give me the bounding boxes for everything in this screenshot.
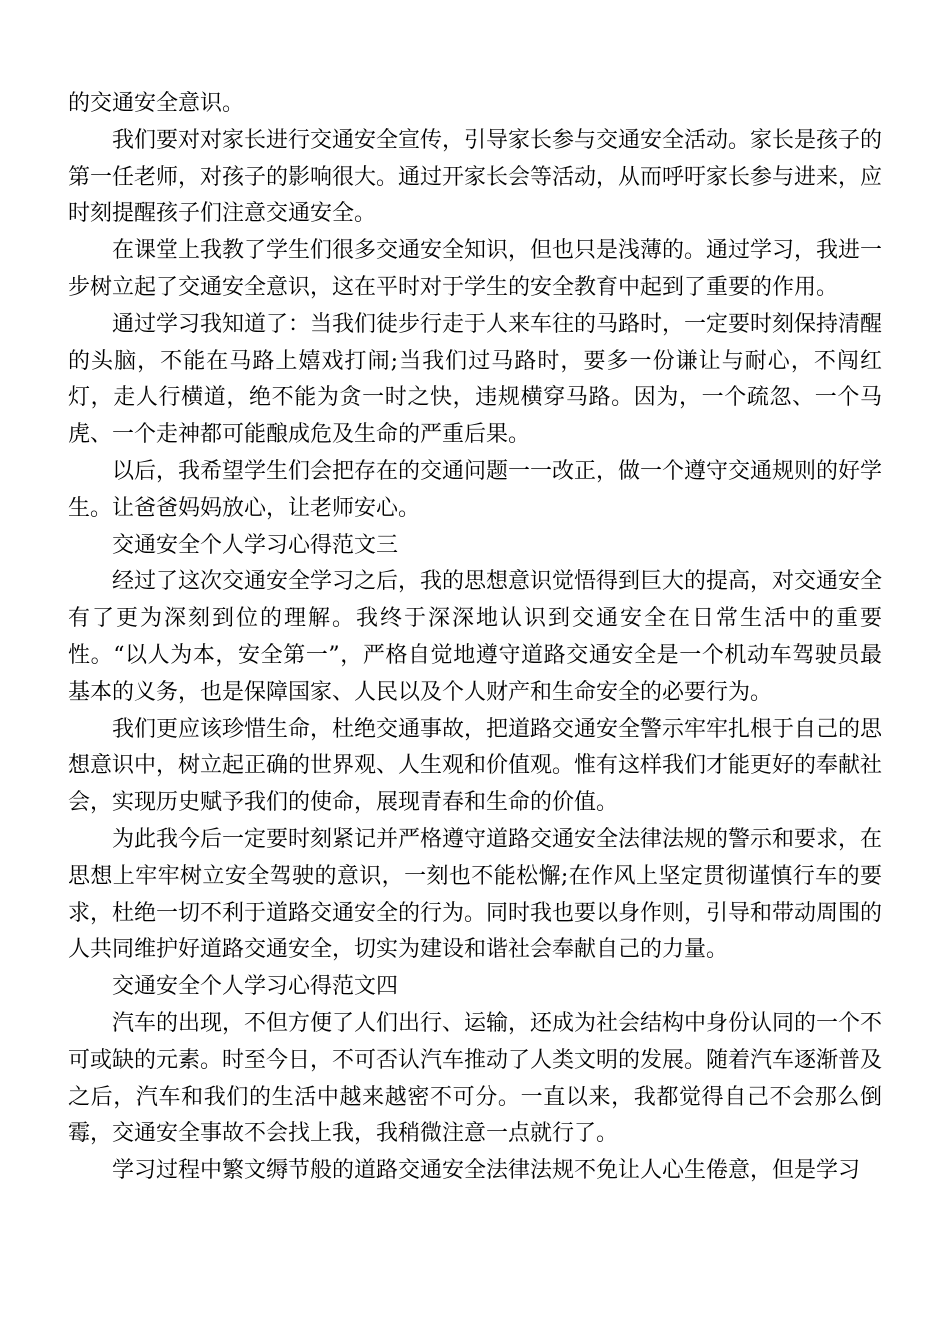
document-page xyxy=(68,86,882,1190)
paragraph-truncated: 学习过程中繁文缛节般的道路交通安全法律法规不免让人心生倦意，但是学习 xyxy=(112,1158,861,1184)
paragraph: 我们更应该珍惜生命，杜绝交通事故，把道路交通安全警示牢牢扎根于自己的思想意识中，树立起正确的世界观、人生观和价值观。惟有这样我们才能更好的奉献社会，实现历史赋予我们的使命，展现青春和生命的价值。 xyxy=(68,716,883,816)
section-heading: 交通安全个人学习心得范文三 xyxy=(112,532,399,558)
paragraph: 汽车的出现，不但方便了人们出行、运输，还成为社会结构中身份认同的一个不可或缺的元素。时至今日，不可否认汽车推动了人类文明的发展。随着汽车逐渐普及之后，汽车和我们的生活中越来越密不可分。一直以来，我都觉得自己不会那么倒霉，交通安全事故不会找上我，我稍微注意一点就行了。 xyxy=(68,1010,883,1147)
paragraph: 我们要对对家长进行交通安全宣传，引导家长参与交通安全活动。家长是孩子的第一任老师，对孩子的影响很大。通过开家长会等活动，从而呼吁家长参与进来，应时刻提醒孩子们注意交通安全。 xyxy=(68,127,883,227)
paragraph: 以后，我希望学生们会把存在的交通问题一一改正，做一个遵守交通规则的好学生。让爸爸妈妈放心，让老师安心。 xyxy=(68,458,883,521)
paragraph: 为此我今后一定要时刻紧记并严格遵守道路交通安全法律法规的警示和要求，在思想上牢牢树立安全驾驶的意识，一刻也不能松懈;在作风上坚定贯彻谨慎行车的要求，杜绝一切不利于道路交通安全的行为。同时我也要以身作则，引导和带动周围的人共同维护好道路交通安全，切实为建设和谐社会奉献自己的力量。 xyxy=(68,826,883,963)
section-heading: 交通安全个人学习心得范文四 xyxy=(112,974,399,1000)
paragraph: 在课堂上我教了学生们很多交通安全知识，但也只是浅薄的。通过学习，我进一步树立起了交通安全意识，这在平时对于学生的安全教育中起到了重要的作用。 xyxy=(68,238,883,300)
paragraph: 经过了这次交通安全学习之后，我的思想意识觉悟得到巨大的提高，对交通安全有了更为深刻到位的理解。我终于深深地认识到交通安全在日常生活中的重要性。“以人为本，安全第一”，严格自觉地遵守道路交通安全是一个机动车驾驶员最基本的义务，也是保障国家、人民以及个人财产和生命安全的必要行为。 xyxy=(68,569,883,705)
paragraph: 通过学习我知道了：当我们徒步行走于人来车往的马路时，一定要时刻保持清醒的头脑，不能在马路上嬉戏打闹;当我们过马路时，要多一份谦让与耐心，不闯红灯，走人行横道，绝不能为贪一时之快，违规横穿马路。因为，一个疏忽、一个马虎、一个走神都可能酿成危及生命的严重后果。 xyxy=(68,311,883,448)
paragraph-continuation: 的交通安全意识。 xyxy=(68,91,245,116)
